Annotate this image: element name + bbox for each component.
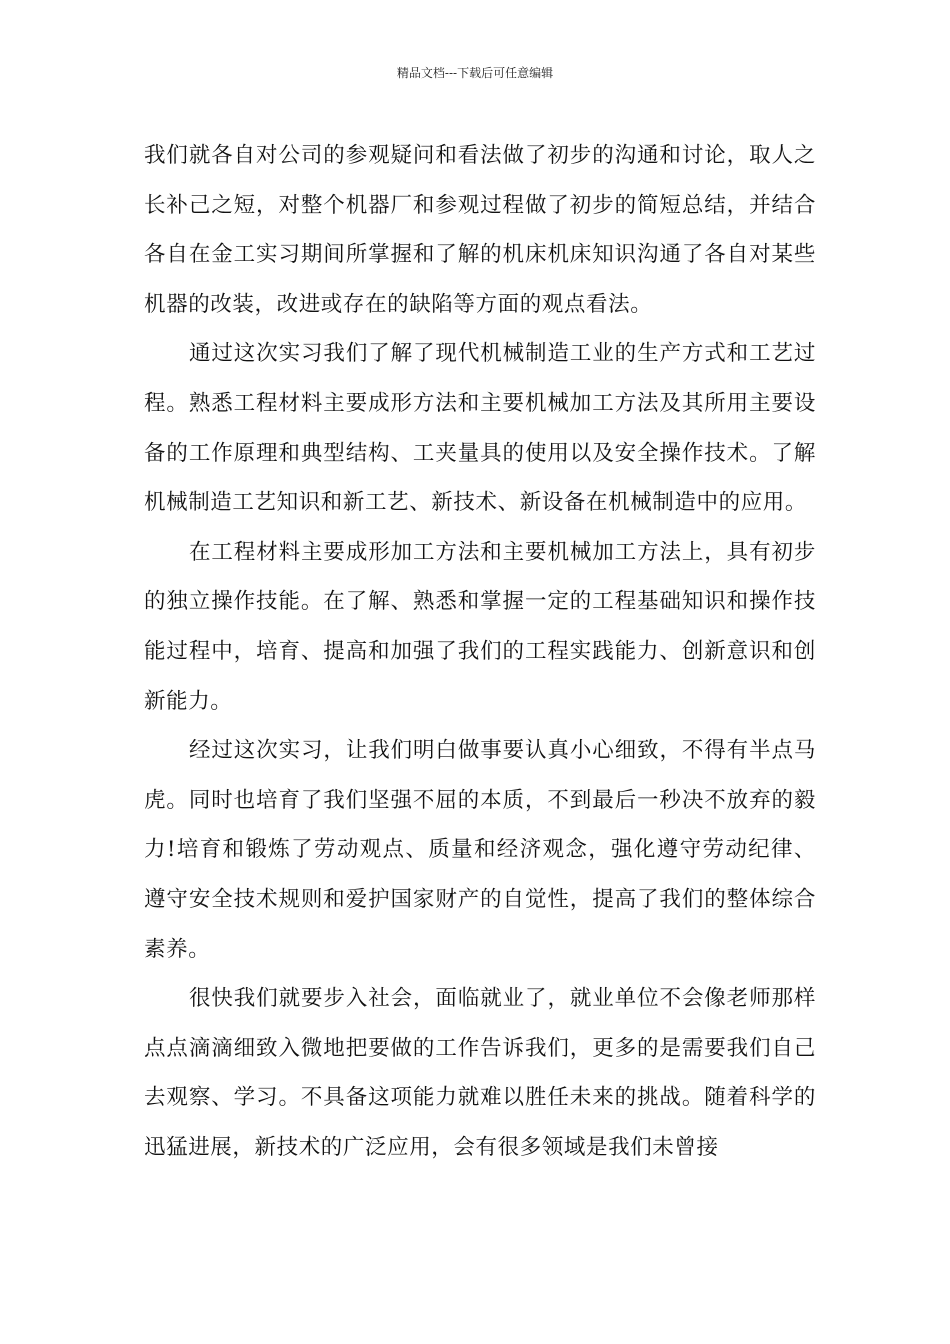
paragraph-5: 很快我们就要步入社会，面临就业了，就业单位不会像老师那样点点滴滴细致入微地把要做的工作告诉我们，更多的是需要我们自己去观察、学习。不具备这项能力就难以胜任未来的挑战。随着科学的迅猛进展，新技术的广泛应用，会有很多领域是我们未曾接 [144, 986, 816, 1160]
document-body [144, 131, 816, 1172]
paragraph-4: 经过这次实习，让我们明白做事要认真小心细致，不得有半点马虎。同时也培育了我们坚强不屈的本质，不到最后一秒决不放弃的毅力!培育和锻炼了劳动观点、质量和经济观念，强化遵守劳动纪律、遵守安全技术规则和爱护国家财产的自觉性，提高了我们的整体综合素养。 [144, 738, 816, 962]
paragraph-2: 通过这次实习我们了解了现代机械制造工业的生产方式和工艺过程。熟悉工程材料主要成形方法和主要机械加工方法及其所用主要设备的工作原理和典型结构、工夹量具的使用以及安全操作技术。了解机械制造工艺知识和新工艺、新技术、新设备在机械制造中的应用。 [144, 341, 816, 516]
paragraph-3: 在工程材料主要成形加工方法和主要机械加工方法上，具有初步的独立操作技能。在了解、熟悉和掌握一定的工程基础知识和操作技能过程中，培育、提高和加强了我们的工程实践能力、创新意识和创新能力。 [144, 539, 816, 714]
page-header: 精品文档---下载后可任意编辑 [396, 66, 554, 80]
paragraph-1: 我们就各自对公司的参观疑问和看法做了初步的沟通和讨论，取人之长补己之短，对整个机器厂和参观过程做了初步的简短总结，并结合各自在金工实习期间所掌握和了解的机床机床知识沟通了各自对某些机器的改装，改进或存在的缺陷等方面的观点看法。 [144, 143, 816, 317]
